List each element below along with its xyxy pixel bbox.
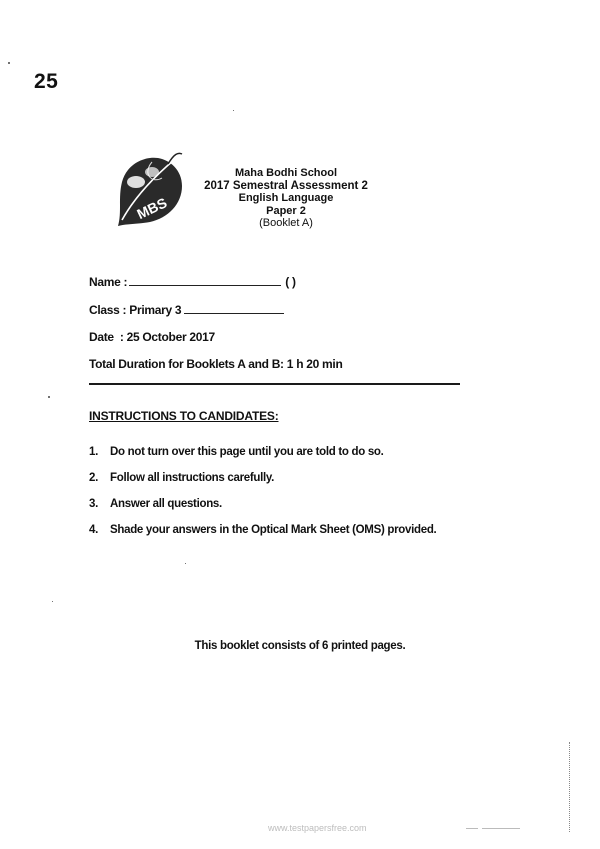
crest-letters: MBS <box>134 194 170 223</box>
instruction-item <box>89 446 436 472</box>
register-number-bracket: ( ) <box>285 275 296 289</box>
date-value: : 25 October 2017 <box>119 330 215 344</box>
date-label: Date <box>89 330 114 344</box>
instruction-number: 2. <box>89 472 98 484</box>
class-field <box>89 303 284 317</box>
page-number: 25 <box>34 70 59 93</box>
instructions-heading: INSTRUCTIONS TO CANDIDATES: <box>89 409 279 423</box>
assessment-title: 2017 Semestral Assessment 2 <box>204 179 368 192</box>
class-blank <box>184 303 284 314</box>
instruction-item <box>89 524 436 550</box>
scan-speck <box>8 62 10 64</box>
scan-edge-mark <box>569 742 571 832</box>
booklet-title: (Booklet A) <box>259 217 313 229</box>
divider-rule <box>89 383 460 385</box>
paper-title: Paper 2 <box>266 204 306 217</box>
instruction-text: Shade your answers in the Optical Mark Sheet (OMS) provided. <box>110 524 437 536</box>
scan-edge-mark <box>466 828 478 829</box>
scan-speck <box>52 601 53 602</box>
scan-edge-mark <box>482 828 520 829</box>
name-blank <box>129 275 281 286</box>
scan-speck <box>233 110 234 111</box>
instruction-number: 3. <box>89 498 98 510</box>
date-field <box>89 330 215 344</box>
instruction-text: Follow all instructions carefully. <box>110 472 275 484</box>
instruction-text: Answer all questions. <box>110 498 222 510</box>
name-field <box>89 275 296 289</box>
instruction-list <box>89 446 436 550</box>
school-crest-icon <box>112 152 186 228</box>
instruction-text: Do not turn over this page until you are told to do so. <box>110 446 384 458</box>
subject-title: English Language <box>238 192 334 204</box>
duration-field: Total Duration for Booklets A and B: 1 h 20 min <box>89 357 343 371</box>
school-name: Maha Bodhi School <box>234 167 338 179</box>
exam-header <box>186 167 386 230</box>
watermark-text: www.testpapersfree.com <box>268 823 367 833</box>
booklet-page-count-note: This booklet consists of 6 printed pages. <box>194 640 406 652</box>
instruction-number: 4. <box>89 524 98 536</box>
instruction-item <box>89 498 436 524</box>
scan-speck <box>48 396 50 398</box>
scan-speck <box>185 563 186 564</box>
instruction-item <box>89 472 436 498</box>
instruction-number: 1. <box>89 446 98 458</box>
class-label: Class : Primary 3 <box>89 303 182 317</box>
name-label: Name : <box>89 275 128 289</box>
